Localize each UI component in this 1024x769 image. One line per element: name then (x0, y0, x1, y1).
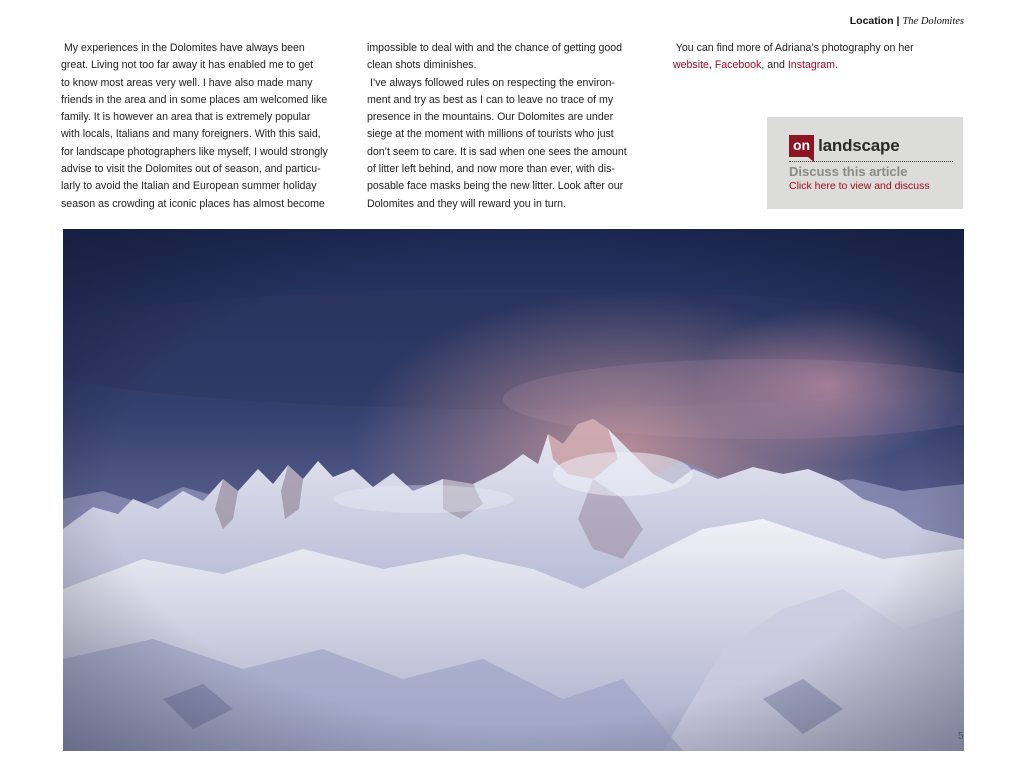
page-number: 5 (958, 731, 964, 742)
onlandscape-logo (789, 133, 963, 159)
paragraph-line: I’ve always followed rules on respecting the environ- (367, 76, 615, 89)
header-separator: | (896, 15, 900, 27)
paragraph-line: great. Living not too far away it has enabled me to get (61, 59, 314, 72)
discuss-article-promo[interactable] (767, 117, 963, 209)
logo-wordmark: landscape (818, 136, 900, 155)
website-link[interactable]: website (673, 59, 709, 72)
facebook-link[interactable]: Facebook (714, 59, 762, 72)
paragraph-line: You can find more of Adriana’s photography on her (673, 42, 914, 54)
promo-title: Discuss this article (789, 164, 908, 179)
paragraph-line: impossible to deal with and the chance of getting good (367, 42, 623, 54)
paragraph-line: for landscape photographers like myself, I would strongly (61, 145, 328, 158)
paragraph-line: friends in the area and in some places am welcomed like (61, 93, 328, 106)
paragraph-line: Dolomites and they will reward you in turn. (367, 197, 567, 210)
paragraph-line: advise to visit the Dolomites out of season, and particu- (61, 163, 321, 176)
text-column-2 (367, 40, 659, 213)
text-column-3 (673, 40, 963, 75)
text-column-1 (61, 40, 357, 213)
instagram-link[interactable]: Instagram (787, 59, 835, 72)
paragraph-line: don’t seem to care. It is sad when one sees the amount (367, 145, 627, 158)
paragraph-line: siege at the moment with millions of tourists who just (367, 128, 614, 141)
paragraph-line: of litter left behind, and now more than ever, with dis- (367, 163, 615, 176)
period-text: . (834, 59, 838, 72)
paragraph-line: to know most areas very well. I have also made many (61, 76, 313, 89)
promo-cta-link[interactable]: Click here to view and discuss (789, 180, 930, 192)
dolomites-photo (63, 229, 964, 751)
paragraph-line: larly to avoid the Italian and European summer holiday (61, 180, 317, 193)
paragraph-line: posable face masks being the new litter. Look after our (367, 180, 624, 193)
story-title: The Dolomites (902, 16, 964, 27)
comma-text: , (708, 59, 715, 72)
paragraph-line: family. It is however an area that is extremely popular (61, 111, 311, 124)
paragraph-line: clean shots diminishes. (367, 59, 477, 72)
paragraph-line: presence in the mountains. Our Dolomites are under (367, 111, 614, 124)
paragraph-line: My experiences in the Dolomites have always been (61, 42, 305, 54)
running-head (850, 15, 964, 27)
and-text: , and (761, 59, 788, 72)
logo-on-badge: on (789, 135, 814, 157)
links-line (673, 57, 963, 74)
paragraph-line: with locals, Italians and many foreigners. With this said, (61, 128, 321, 141)
mountain-landscape-image (63, 229, 964, 751)
section-label: Location (849, 15, 894, 27)
paragraph-line: season as crowding at iconic places has almost become (61, 197, 325, 210)
paragraph-line: ment and try as best as I can to leave no trace of my (367, 93, 614, 106)
